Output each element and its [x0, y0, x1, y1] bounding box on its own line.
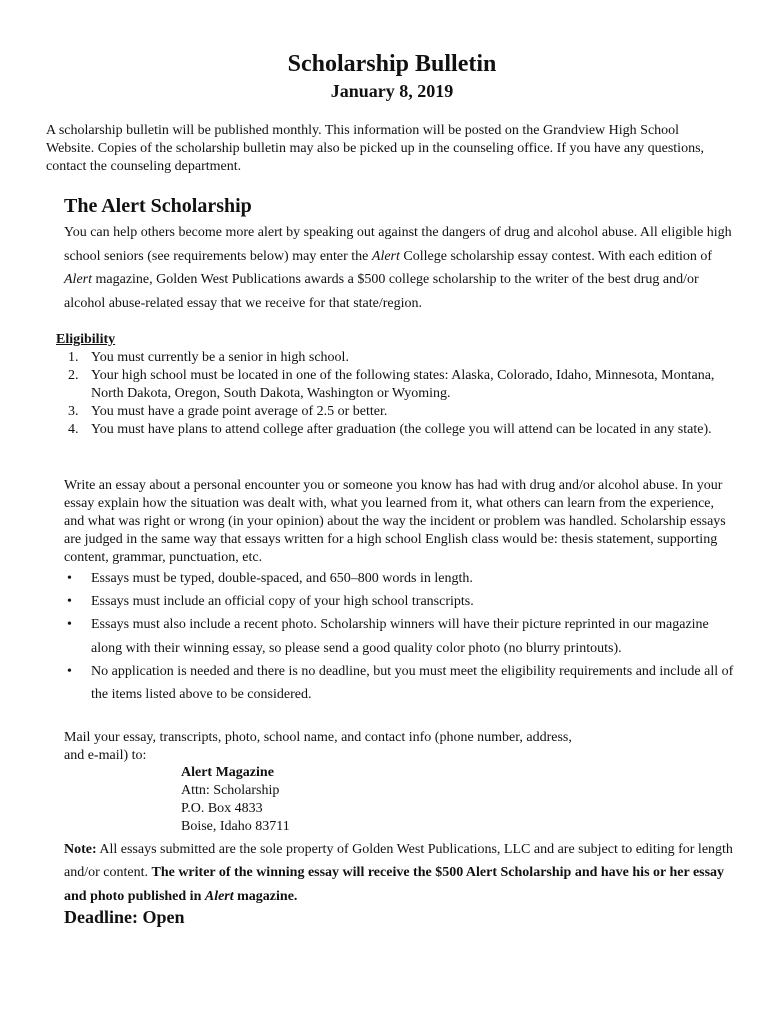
mail-instructions: [64, 729, 664, 765]
list-item: [64, 567, 734, 590]
item-number: 1.: [68, 350, 79, 365]
bullet-icon: •: [67, 663, 72, 679]
list-item: [64, 421, 730, 439]
description-part: College scholarship essay contest. With each edition of: [399, 248, 713, 264]
deadline: Deadline: Open: [64, 907, 185, 927]
description-part: magazine, Golden West Publications awards a $500 college scholarship to the writer of the best drug and/or alcohol abuse-related essay that we receive for that state/region.: [64, 272, 699, 311]
address-city: Boise, Idaho 83711: [181, 819, 290, 834]
scholarship-description: [64, 221, 734, 315]
note-paragraph: [64, 838, 734, 908]
list-item: [64, 660, 734, 706]
bulletin-date: January 8, 2019: [330, 81, 454, 101]
item-text: You must currently be a senior in high school.: [91, 350, 349, 365]
requirements-list: [64, 567, 734, 706]
bullet-icon: •: [67, 617, 72, 633]
bullet-icon: •: [67, 594, 72, 610]
intro-paragraph: A scholarship bulletin will be published monthly. This information will be posted on the Grandview High School Website. Copies of the scholarship bulletin may also be picked up in the counseling office. If you have any questions, contact the counseling department.: [46, 123, 705, 174]
alert-italic: Alert: [64, 272, 92, 288]
list-item: [64, 590, 734, 613]
alert-italic: Alert: [204, 888, 234, 904]
item-number: 3.: [68, 404, 79, 419]
mailing-address: [181, 764, 290, 836]
scholarship-heading: The Alert Scholarship: [64, 195, 252, 217]
address-box: P.O. Box 4833: [181, 801, 263, 816]
list-item: [64, 349, 730, 367]
note-bold: magazine.: [233, 888, 298, 904]
address-name: Alert Magazine: [181, 765, 274, 780]
item-text: Your high school must be located in one of the following states: Alaska, Colorado, Idaho, Minnesota, Montana, North Dakota, Oregon, South Dakota, Washington or Wyoming.: [91, 368, 715, 401]
address-attn: Attn: Scholarship: [181, 783, 280, 798]
mail-line: Mail your essay, transcripts, photo, school name, and contact info (phone number, address,: [64, 730, 572, 745]
page-title: Scholarship Bulletin: [287, 51, 497, 77]
description-part: You can help others become more alert by speaking out against the dangers of drug and alcohol abuse. All eligible high school seniors (see requirements below) may enter the: [64, 225, 732, 264]
note-label: Note:: [64, 842, 97, 857]
item-text: You must have a grade point average of 2.5 or better.: [91, 404, 388, 419]
eligibility-list: [64, 349, 730, 439]
list-item: [64, 613, 734, 659]
bullet-icon: •: [67, 571, 72, 586]
item-number: 2.: [68, 368, 79, 383]
list-item: [64, 367, 730, 403]
item-text: Essays must be typed, double-spaced, and 650–800 words in length.: [91, 571, 473, 586]
note-bold: The writer of the winning essay will receive the $500 Alert Scholarship and have his or her essay and photo published in: [64, 865, 725, 904]
eligibility-heading: Eligibility: [56, 332, 116, 347]
item-text: You must have plans to attend college after graduation (the college you will attend can be located in any state).: [91, 422, 712, 437]
item-number: 4.: [68, 422, 79, 437]
list-item: [64, 403, 730, 421]
essay-instructions: Write an essay about a personal encounter you or someone you know has had with drug and/or alcohol abuse. In your essay explain how the situation was dealt with, what you learned from it, what others can learn from the experience, and what was right or wrong (in your opinion) about the way the incident or problem was handled. Scholarship essays are judged in the same way that essays written for a high school English class would be: thesis statement, supporting content, grammar, punctuation, etc.: [64, 478, 726, 565]
item-text: Essays must also include a recent photo. Scholarship winners will have their picture reprinted in our magazine along with their winning essay, so please send a good quality color photo (no blurry printouts).: [91, 617, 709, 656]
alert-italic: Alert: [371, 248, 400, 264]
mail-line: and e-mail) to:: [64, 748, 147, 763]
note-text: All essays submitted are the sole property of Golden West Publications, LLC and are subject to editing for length and/or content.: [64, 842, 733, 881]
item-text: Essays must include an official copy of your high school transcripts.: [91, 594, 474, 610]
item-text: No application is needed and there is no deadline, but you must meet the eligibility requirements and include all of the items listed above to be considered.: [91, 663, 734, 703]
